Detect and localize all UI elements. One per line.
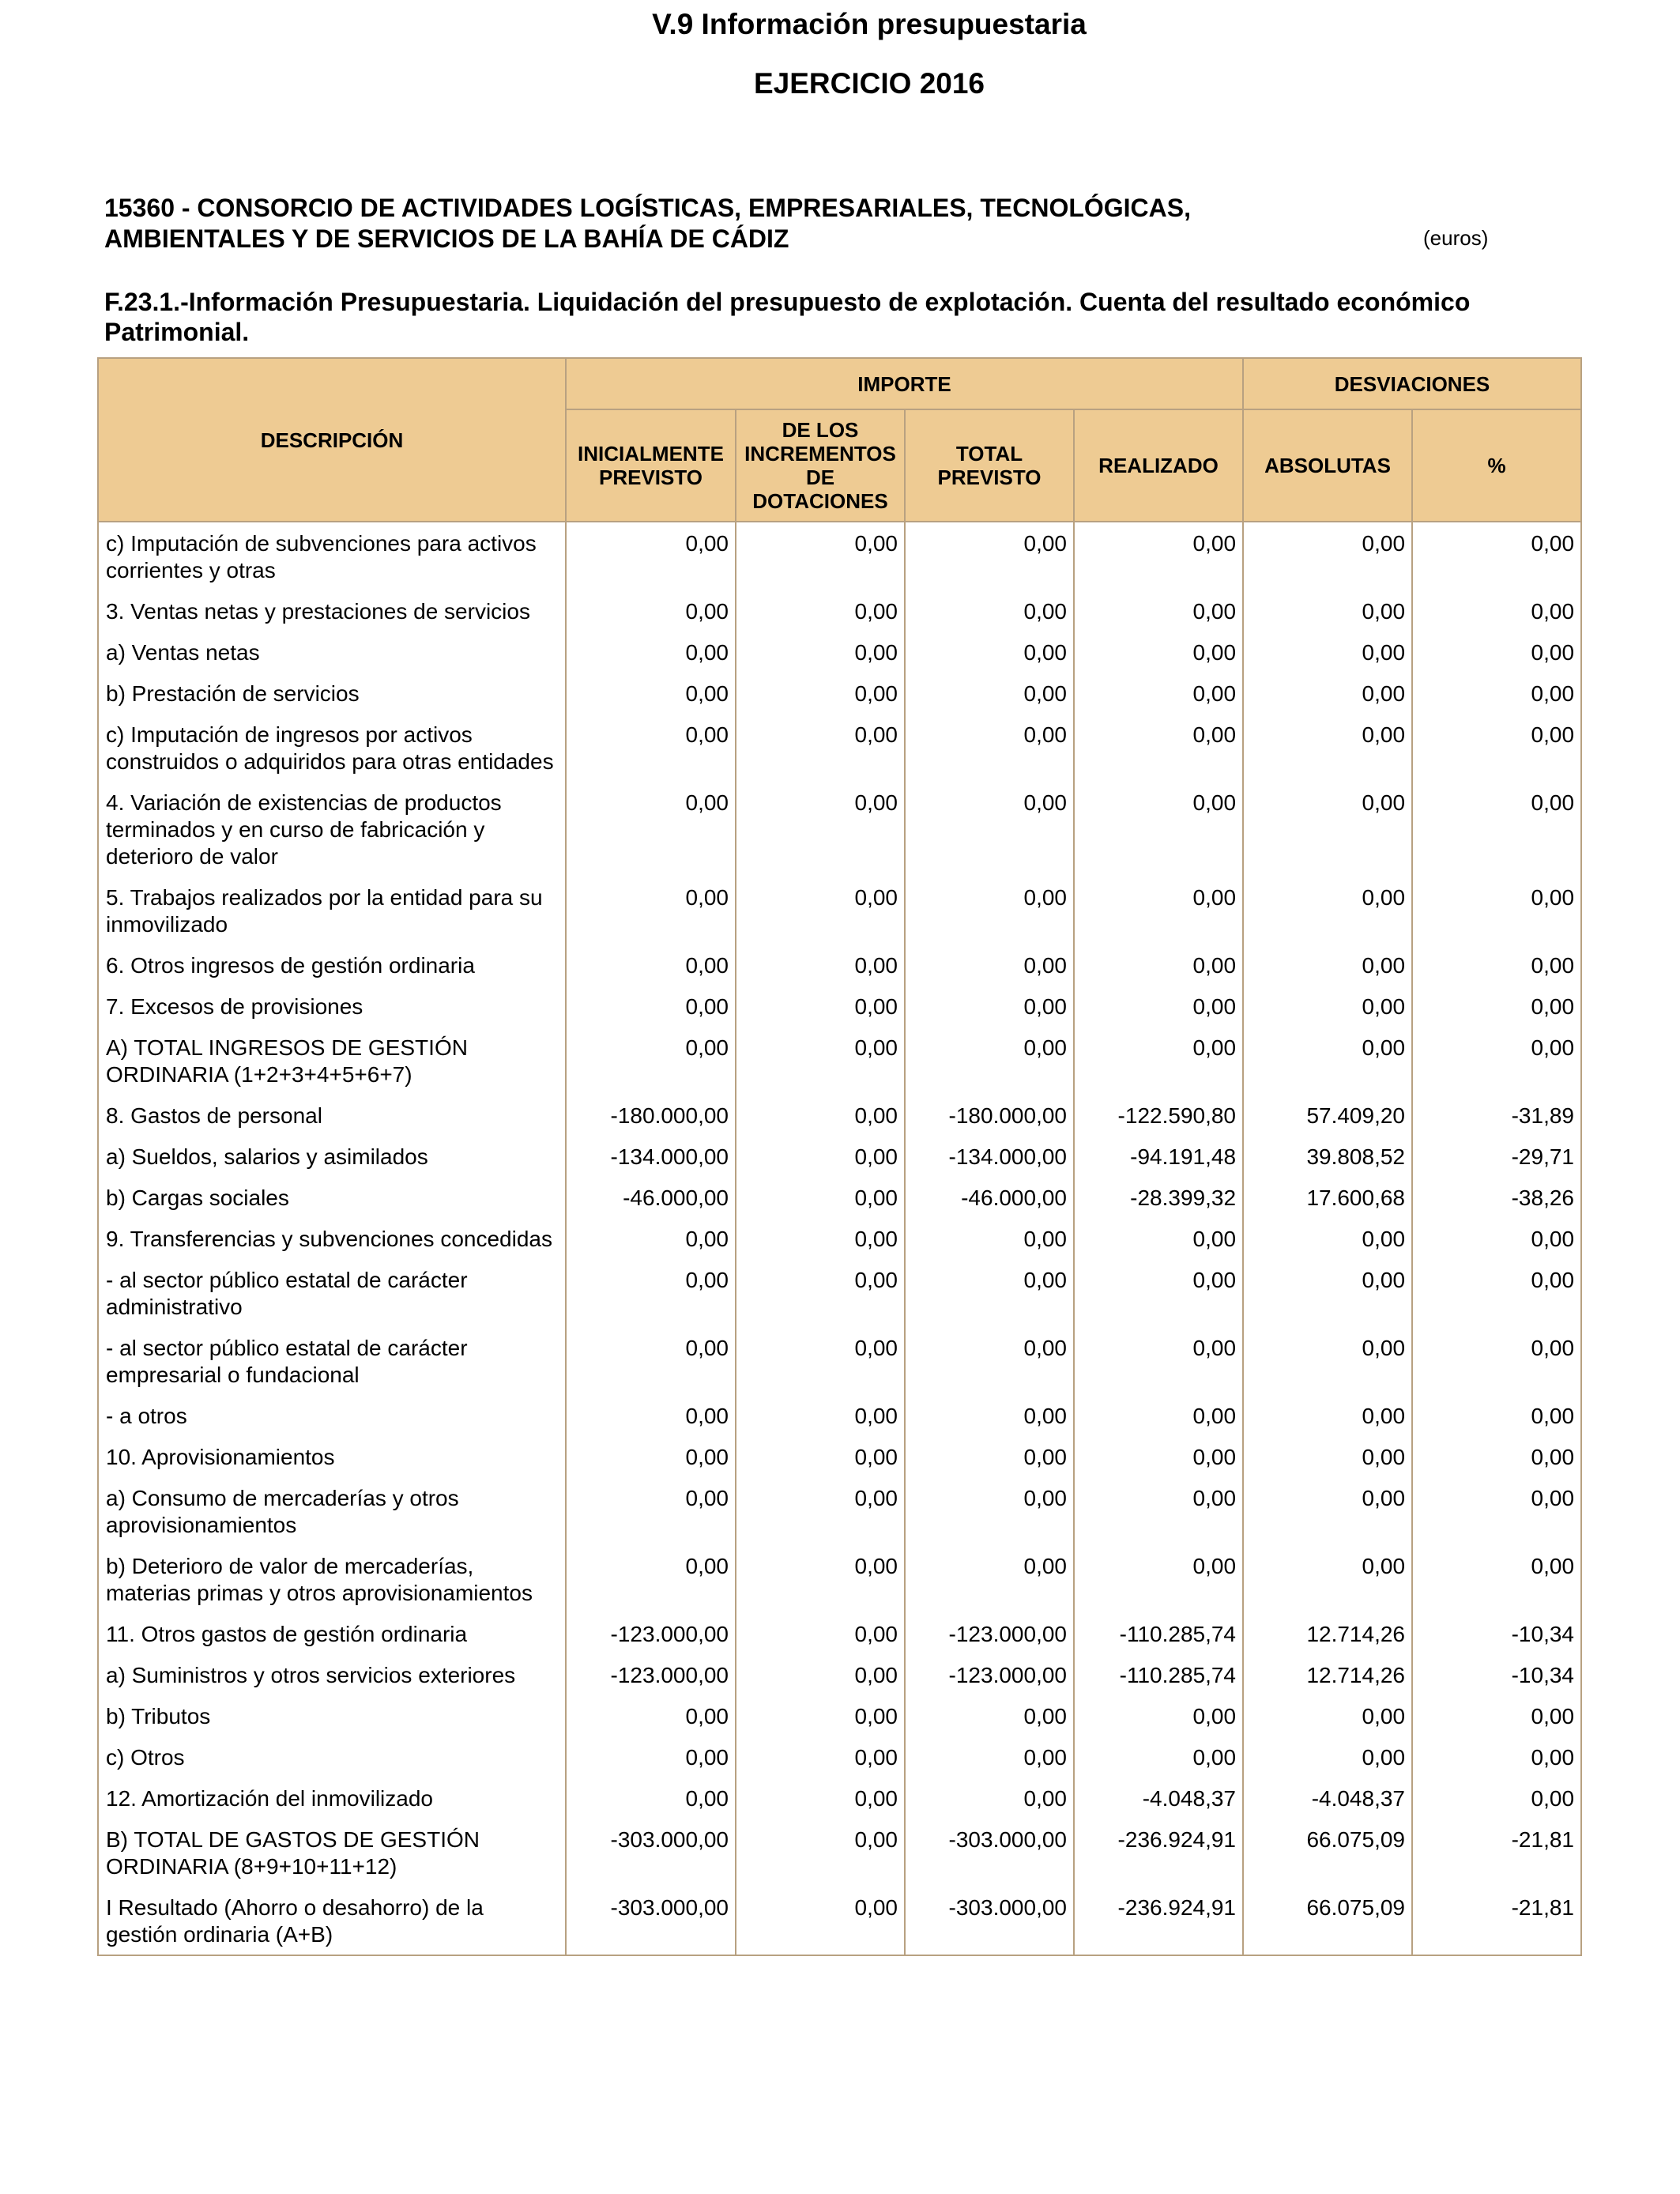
table-row [98,522,1581,590]
cell-absolutas: 66.075,09 [1243,1887,1412,1955]
table-row [98,1027,1581,1095]
table-row [98,1218,1581,1259]
cell-incrementos-dotaciones: 0,00 [736,782,905,876]
cell-inicialmente-previsto: 0,00 [566,1736,736,1777]
cell-realizado: 0,00 [1074,1545,1243,1613]
row-description: 8. Gastos de personal [98,1095,566,1136]
cell-total-previsto: -303.000,00 [905,1819,1074,1887]
cell-absolutas: 0,00 [1243,1395,1412,1436]
cell-incrementos-dotaciones: 0,00 [736,1027,905,1095]
cell-total-previsto: -46.000,00 [905,1177,1074,1218]
cell-total-previsto: 0,00 [905,986,1074,1027]
cell-porcentaje: 0,00 [1412,876,1581,944]
row-description: b) Deterioro de valor de mercaderías, materias primas y otros aprovisionamientos [98,1545,566,1613]
cell-realizado: 0,00 [1074,1436,1243,1477]
header-realizado: REALIZADO [1074,409,1243,522]
row-description: A) TOTAL INGRESOS DE GESTIÓN ORDINARIA (1+2+3+4+5+6+7) [98,1027,566,1095]
table-row [98,1436,1581,1477]
table-row [98,1887,1581,1955]
cell-absolutas: -4.048,37 [1243,1777,1412,1819]
cell-absolutas: 0,00 [1243,1218,1412,1259]
cell-realizado: -110.285,74 [1074,1654,1243,1695]
cell-absolutas: 0,00 [1243,1027,1412,1095]
table-row [98,986,1581,1027]
cell-inicialmente-previsto: 0,00 [566,1477,736,1545]
row-description: c) Imputación de subvenciones para activos corrientes y otras [98,522,566,590]
page-title: V.9 Información presupuestaria [652,8,1087,40]
cell-total-previsto: 0,00 [905,1436,1074,1477]
cell-realizado: 0,00 [1074,1477,1243,1545]
cell-porcentaje: 0,00 [1412,782,1581,876]
cell-total-previsto: 0,00 [905,782,1074,876]
cell-incrementos-dotaciones: 0,00 [736,1327,905,1395]
table-row [98,1654,1581,1695]
cell-realizado: 0,00 [1074,522,1243,590]
cell-absolutas: 57.409,20 [1243,1095,1412,1136]
cell-total-previsto: 0,00 [905,1218,1074,1259]
cell-absolutas: 0,00 [1243,1736,1412,1777]
row-description: 9. Transferencias y subvenciones concedidas [98,1218,566,1259]
cell-realizado: 0,00 [1074,1395,1243,1436]
cell-absolutas: 0,00 [1243,1545,1412,1613]
cell-incrementos-dotaciones: 0,00 [736,1395,905,1436]
cell-total-previsto: 0,00 [905,876,1074,944]
cell-absolutas: 0,00 [1243,1695,1412,1736]
cell-incrementos-dotaciones: 0,00 [736,1613,905,1654]
cell-absolutas: 17.600,68 [1243,1177,1412,1218]
cell-total-previsto: 0,00 [905,522,1074,590]
header-porcentaje: % [1412,409,1581,522]
cell-incrementos-dotaciones: 0,00 [736,1259,905,1327]
cell-total-previsto: 0,00 [905,1477,1074,1545]
cell-porcentaje: 0,00 [1412,1027,1581,1095]
row-description: 12. Amortización del inmovilizado [98,1777,566,1819]
cell-porcentaje: 0,00 [1412,1436,1581,1477]
row-description: 3. Ventas netas y prestaciones de servicios [98,590,566,631]
cell-total-previsto: -180.000,00 [905,1095,1074,1136]
cell-incrementos-dotaciones: 0,00 [736,631,905,673]
cell-porcentaje: 0,00 [1412,1477,1581,1545]
row-description: B) TOTAL DE GASTOS DE GESTIÓN ORDINARIA (8+9+10+11+12) [98,1819,566,1887]
units-label: (euros) [1423,226,1489,250]
row-description: c) Imputación de ingresos por activos construidos o adquiridos para otras entidades [98,714,566,782]
cell-inicialmente-previsto: 0,00 [566,522,736,590]
row-description: I Resultado (Ahorro o desahorro) de la gestión ordinaria (A+B) [98,1887,566,1955]
row-description: a) Consumo de mercaderías y otros aprovisionamientos [98,1477,566,1545]
cell-inicialmente-previsto: 0,00 [566,1395,736,1436]
cell-total-previsto: 0,00 [905,1027,1074,1095]
row-description: - al sector público estatal de carácter administrativo [98,1259,566,1327]
cell-inicialmente-previsto: 0,00 [566,673,736,714]
cell-total-previsto: 0,00 [905,590,1074,631]
table-row [98,1777,1581,1819]
table-row [98,1477,1581,1545]
cell-incrementos-dotaciones: 0,00 [736,1695,905,1736]
row-description: b) Tributos [98,1695,566,1736]
table-row [98,1259,1581,1327]
section-subtitle: F.23.1.-Información Presupuestaria. Liquidación del presupuesto de explotación. Cuenta del resultado económico Patrimonial. [104,288,1471,346]
cell-incrementos-dotaciones: 0,00 [736,1777,905,1819]
cell-realizado: -122.590,80 [1074,1095,1243,1136]
row-description: b) Prestación de servicios [98,673,566,714]
table-row [98,1136,1581,1177]
entity-name-line1: 15360 - CONSORCIO DE ACTIVIDADES LOGÍSTICAS, EMPRESARIALES, TECNOLÓGICAS, [104,194,1191,222]
cell-absolutas: 0,00 [1243,673,1412,714]
cell-porcentaje: 0,00 [1412,1777,1581,1819]
cell-porcentaje: 0,00 [1412,590,1581,631]
cell-realizado: 0,00 [1074,1327,1243,1395]
cell-realizado: -110.285,74 [1074,1613,1243,1654]
cell-realizado: 0,00 [1074,590,1243,631]
cell-porcentaje: 0,00 [1412,1736,1581,1777]
cell-incrementos-dotaciones: 0,00 [736,1736,905,1777]
table-row [98,1819,1581,1887]
cell-inicialmente-previsto: -303.000,00 [566,1819,736,1887]
row-description: - a otros [98,1395,566,1436]
cell-total-previsto: 0,00 [905,1777,1074,1819]
table-row [98,714,1581,782]
cell-absolutas: 0,00 [1243,1477,1412,1545]
cell-porcentaje: -21,81 [1412,1819,1581,1887]
cell-absolutas: 12.714,26 [1243,1613,1412,1654]
cell-inicialmente-previsto: 0,00 [566,1777,736,1819]
cell-porcentaje: 0,00 [1412,1327,1581,1395]
cell-inicialmente-previsto: -134.000,00 [566,1136,736,1177]
header-group-desviaciones: DESVIACIONES [1243,358,1581,409]
cell-porcentaje: -21,81 [1412,1887,1581,1955]
cell-absolutas: 0,00 [1243,1436,1412,1477]
cell-incrementos-dotaciones: 0,00 [736,944,905,986]
cell-total-previsto: 0,00 [905,631,1074,673]
cell-realizado: 0,00 [1074,631,1243,673]
cell-total-previsto: 0,00 [905,1327,1074,1395]
header-total-previsto: TOTAL PREVISTO [905,409,1074,522]
row-description: a) Sueldos, salarios y asimilados [98,1136,566,1177]
cell-incrementos-dotaciones: 0,00 [736,986,905,1027]
cell-realizado: 0,00 [1074,1259,1243,1327]
cell-porcentaje: 0,00 [1412,714,1581,782]
cell-absolutas: 0,00 [1243,631,1412,673]
cell-porcentaje: 0,00 [1412,986,1581,1027]
row-description: a) Suministros y otros servicios exteriores [98,1654,566,1695]
header-descripcion: DESCRIPCIÓN [98,358,566,522]
cell-porcentaje: -29,71 [1412,1136,1581,1177]
cell-incrementos-dotaciones: 0,00 [736,1477,905,1545]
cell-realizado: -4.048,37 [1074,1777,1243,1819]
cell-porcentaje: 0,00 [1412,944,1581,986]
table-row [98,1327,1581,1395]
table-row [98,876,1581,944]
row-description: b) Cargas sociales [98,1177,566,1218]
header-inicialmente-previsto: INICIALMENTE PREVISTO [566,409,736,522]
cell-inicialmente-previsto: 0,00 [566,1027,736,1095]
row-description: 6. Otros ingresos de gestión ordinaria [98,944,566,986]
table-row [98,1177,1581,1218]
cell-porcentaje: -38,26 [1412,1177,1581,1218]
cell-absolutas: 0,00 [1243,876,1412,944]
table-row [98,944,1581,986]
header-incrementos-dotaciones: DE LOS INCREMENTOS DE DOTACIONES [736,409,905,522]
cell-incrementos-dotaciones: 0,00 [736,1654,905,1695]
cell-porcentaje: 0,00 [1412,1218,1581,1259]
cell-inicialmente-previsto: -123.000,00 [566,1654,736,1695]
cell-realizado: 0,00 [1074,1218,1243,1259]
cell-realizado: 0,00 [1074,876,1243,944]
row-description: 10. Aprovisionamientos [98,1436,566,1477]
row-description: c) Otros [98,1736,566,1777]
cell-incrementos-dotaciones: 0,00 [736,1887,905,1955]
cell-total-previsto: 0,00 [905,714,1074,782]
table-body [98,522,1581,1955]
cell-realizado: -94.191,48 [1074,1136,1243,1177]
header-group-importe: IMPORTE [566,358,1243,409]
entity-name-line2: AMBIENTALES Y DE SERVICIOS DE LA BAHÍA DE CÁDIZ [104,224,789,253]
cell-absolutas: 66.075,09 [1243,1819,1412,1887]
cell-realizado: 0,00 [1074,782,1243,876]
row-description: - al sector público estatal de carácter empresarial o fundacional [98,1327,566,1395]
cell-realizado: 0,00 [1074,1736,1243,1777]
cell-total-previsto: -303.000,00 [905,1887,1074,1955]
table-row [98,782,1581,876]
cell-incrementos-dotaciones: 0,00 [736,876,905,944]
cell-realizado: 0,00 [1074,1027,1243,1095]
cell-porcentaje: -10,34 [1412,1613,1581,1654]
cell-incrementos-dotaciones: 0,00 [736,522,905,590]
cell-total-previsto: 0,00 [905,1545,1074,1613]
cell-inicialmente-previsto: 0,00 [566,1259,736,1327]
cell-total-previsto: -123.000,00 [905,1654,1074,1695]
cell-absolutas: 0,00 [1243,522,1412,590]
table-row [98,1736,1581,1777]
cell-inicialmente-previsto: -180.000,00 [566,1095,736,1136]
cell-realizado: 0,00 [1074,1695,1243,1736]
cell-inicialmente-previsto: 0,00 [566,1545,736,1613]
cell-incrementos-dotaciones: 0,00 [736,1545,905,1613]
cell-realizado: 0,00 [1074,986,1243,1027]
cell-realizado: 0,00 [1074,714,1243,782]
table-row [98,1613,1581,1654]
cell-porcentaje: -31,89 [1412,1095,1581,1136]
fiscal-year-heading: EJERCICIO 2016 [753,67,985,100]
cell-total-previsto: -123.000,00 [905,1613,1074,1654]
table-row [98,590,1581,631]
cell-inicialmente-previsto: 0,00 [566,986,736,1027]
table-row [98,1095,1581,1136]
cell-inicialmente-previsto: 0,00 [566,714,736,782]
cell-porcentaje: -10,34 [1412,1654,1581,1695]
cell-total-previsto: 0,00 [905,1259,1074,1327]
table-row [98,1395,1581,1436]
row-description: 5. Trabajos realizados por la entidad para su inmovilizado [98,876,566,944]
cell-porcentaje: 0,00 [1412,1545,1581,1613]
entity-name [104,193,1448,254]
cell-realizado: -236.924,91 [1074,1819,1243,1887]
cell-total-previsto: -134.000,00 [905,1136,1074,1177]
cell-inicialmente-previsto: 0,00 [566,631,736,673]
table-row [98,673,1581,714]
cell-inicialmente-previsto: 0,00 [566,590,736,631]
cell-absolutas: 12.714,26 [1243,1654,1412,1695]
table-row [98,1695,1581,1736]
cell-incrementos-dotaciones: 0,00 [736,590,905,631]
cell-realizado: 0,00 [1074,944,1243,986]
header-absolutas: ABSOLUTAS [1243,409,1412,522]
cell-total-previsto: 0,00 [905,944,1074,986]
cell-inicialmente-previsto: -303.000,00 [566,1887,736,1955]
cell-total-previsto: 0,00 [905,1736,1074,1777]
cell-total-previsto: 0,00 [905,1395,1074,1436]
cell-incrementos-dotaciones: 0,00 [736,1819,905,1887]
cell-porcentaje: 0,00 [1412,522,1581,590]
cell-porcentaje: 0,00 [1412,673,1581,714]
cell-incrementos-dotaciones: 0,00 [736,1177,905,1218]
cell-incrementos-dotaciones: 0,00 [736,673,905,714]
cell-realizado: -28.399,32 [1074,1177,1243,1218]
cell-absolutas: 0,00 [1243,944,1412,986]
table-row [98,631,1581,673]
cell-inicialmente-previsto: -123.000,00 [566,1613,736,1654]
cell-realizado: 0,00 [1074,673,1243,714]
cell-incrementos-dotaciones: 0,00 [736,1095,905,1136]
row-description: a) Ventas netas [98,631,566,673]
cell-porcentaje: 0,00 [1412,631,1581,673]
cell-realizado: -236.924,91 [1074,1887,1243,1955]
cell-inicialmente-previsto: 0,00 [566,876,736,944]
cell-absolutas: 0,00 [1243,986,1412,1027]
cell-total-previsto: 0,00 [905,673,1074,714]
row-description: 4. Variación de existencias de productos terminados y en curso de fabricación y deterioro de valor [98,782,566,876]
cell-porcentaje: 0,00 [1412,1259,1581,1327]
cell-total-previsto: 0,00 [905,1695,1074,1736]
cell-absolutas: 0,00 [1243,1327,1412,1395]
cell-incrementos-dotaciones: 0,00 [736,1436,905,1477]
cell-inicialmente-previsto: 0,00 [566,1695,736,1736]
cell-absolutas: 0,00 [1243,782,1412,876]
cell-inicialmente-previsto: 0,00 [566,1218,736,1259]
cell-inicialmente-previsto: 0,00 [566,782,736,876]
cell-inicialmente-previsto: 0,00 [566,1327,736,1395]
cell-inicialmente-previsto: -46.000,00 [566,1177,736,1218]
cell-porcentaje: 0,00 [1412,1395,1581,1436]
cell-absolutas: 0,00 [1243,714,1412,782]
cell-incrementos-dotaciones: 0,00 [736,1136,905,1177]
table-row [98,1545,1581,1613]
cell-absolutas: 39.808,52 [1243,1136,1412,1177]
cell-inicialmente-previsto: 0,00 [566,944,736,986]
row-description: 7. Excesos de provisiones [98,986,566,1027]
cell-incrementos-dotaciones: 0,00 [736,1218,905,1259]
cell-incrementos-dotaciones: 0,00 [736,714,905,782]
cell-absolutas: 0,00 [1243,1259,1412,1327]
cell-porcentaje: 0,00 [1412,1695,1581,1736]
budget-table [97,357,1582,1956]
cell-inicialmente-previsto: 0,00 [566,1436,736,1477]
row-description: 11. Otros gastos de gestión ordinaria [98,1613,566,1654]
cell-absolutas: 0,00 [1243,590,1412,631]
